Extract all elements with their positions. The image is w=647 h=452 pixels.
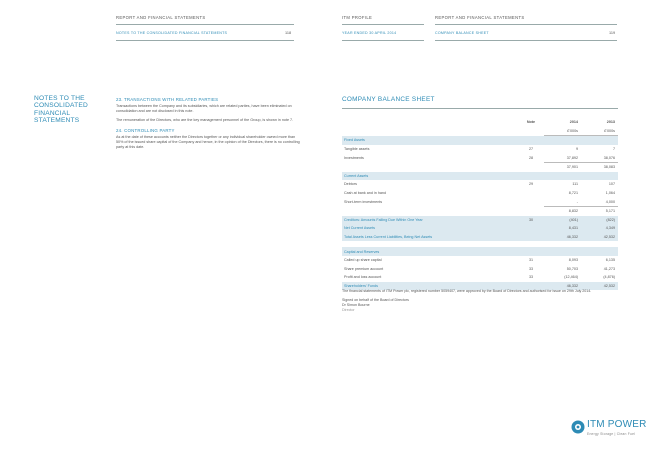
- row-value-2014: 8,093: [568, 258, 578, 263]
- row-value-2014: 46,332: [544, 282, 581, 291]
- row-label: [342, 162, 518, 171]
- row-value-2014: 46,332: [544, 233, 581, 242]
- row-label: Debtors: [344, 182, 357, 187]
- row-value-2013: 1,064: [605, 191, 615, 196]
- right-header-rule-bottom-a: [342, 40, 424, 41]
- section-24-heading: 24. CONTROLLING PARTY: [116, 127, 175, 133]
- section-23-paragraph-2: The remuneration of the Directors, who are the key management personnel of the Group, is shown in note 7.: [116, 118, 294, 123]
- row-value-2013: 4,349: [581, 224, 618, 233]
- row-note: [518, 197, 544, 206]
- table-section-row: [342, 136, 618, 145]
- row-note: 30: [518, 216, 544, 225]
- unit-2014: £'000s: [544, 127, 581, 136]
- table-section-row: [342, 224, 618, 233]
- table-section-row: [342, 216, 618, 225]
- row-note: 29: [528, 182, 534, 187]
- left-header-rule-top: [116, 24, 294, 25]
- balance-sheet-title-rule: [342, 108, 618, 109]
- table-header-row: [342, 118, 618, 127]
- row-value-2013: [581, 172, 618, 181]
- row-value-2014: 9: [575, 147, 578, 152]
- row-note: [518, 233, 544, 242]
- side-title: [34, 95, 114, 125]
- table-units-row: [342, 127, 618, 136]
- row-value-2014: 8,832: [544, 206, 581, 215]
- row-value-2013: [581, 136, 618, 145]
- row-value-2014: 8,721: [568, 191, 578, 196]
- signatory-role: Director: [342, 308, 355, 313]
- table-subtotal-row: [342, 162, 618, 171]
- table-section-row: [342, 247, 618, 256]
- row-value-2014: 37,892: [566, 155, 578, 160]
- row-note: 33: [528, 266, 534, 271]
- row-value-2013: 38,076: [603, 155, 615, 160]
- row-label: Creditors: Amounts Falling Due Within One Year: [342, 216, 518, 225]
- row-note: [518, 224, 544, 233]
- approval-note: The financial statements of ITM Power plc, registered number 5059407, were approved by the Board of Directors and authorised for issue on 29th July 2014.: [342, 289, 592, 293]
- row-value-2013: 38,083: [581, 162, 618, 171]
- table-row: [342, 256, 618, 265]
- row-label: Net Current Assets: [342, 224, 518, 233]
- row-label: Tangible assets: [344, 147, 370, 152]
- right-header-left-subtitle: YEAR ENDED 30 APRIL 2014: [342, 31, 397, 35]
- side-title-line-3: FINANCIAL STATEMENTS: [34, 109, 80, 125]
- row-note: 28: [528, 155, 534, 160]
- row-value-2013: 5,171: [581, 206, 618, 215]
- row-value-2013: [581, 247, 618, 256]
- signatory-name: Dr Simon Bourne: [342, 303, 370, 308]
- table-subtotal-row: [342, 206, 618, 215]
- unit-2013: £'000s: [581, 127, 618, 136]
- row-value-2014: (12,464): [564, 275, 578, 280]
- balance-sheet-title: COMPANY BALANCE SHEET: [342, 96, 435, 103]
- row-value-2014: [544, 136, 581, 145]
- right-header-rule-top-a: [342, 24, 424, 25]
- row-note: [518, 136, 544, 145]
- table-row: [342, 180, 618, 189]
- row-value-2014: [544, 247, 581, 256]
- row-label: Called up share capital: [344, 258, 382, 263]
- row-label: Investments: [344, 155, 364, 160]
- table-row: [342, 145, 618, 154]
- signed-statement: Signed on behalf of the Board of Directors: [342, 298, 409, 303]
- row-value-2013: 107: [608, 182, 615, 187]
- row-value-2013: 42,532: [581, 233, 618, 242]
- logo-tagline: Energy Storage | Clean Fuel: [587, 432, 636, 436]
- row-note: 31: [528, 258, 534, 263]
- logo-text: ITM POWER: [587, 419, 647, 430]
- row-value-2014: (401): [544, 216, 581, 225]
- row-label: [342, 206, 518, 215]
- row-value-2014: 37,901: [544, 162, 581, 171]
- itm-logo-icon: [571, 420, 585, 439]
- left-header-rule-bottom: [116, 40, 294, 41]
- row-value-2013: (822): [581, 216, 618, 225]
- row-value-2014: 50,703: [566, 266, 578, 271]
- side-title-line-1: NOTES TO THE: [34, 95, 85, 102]
- column-2013-header: 2013: [606, 120, 615, 125]
- balance-sheet-footnotes: [342, 289, 618, 313]
- section-23-paragraph-1: Transactions between the Company and its subsidiaries, which are related parties, have been eliminated on consolidation and are not disclosed in this note.: [116, 104, 292, 114]
- balance-sheet-table: [342, 118, 618, 290]
- row-label: Share premium account: [344, 266, 384, 271]
- row-note: 27: [528, 147, 534, 152]
- row-value-2013: (4,876): [603, 275, 615, 280]
- table-section-row: [342, 172, 618, 181]
- row-label: Shareholders' Funds: [342, 282, 518, 291]
- row-note: [518, 189, 544, 198]
- row-label: Fixed Assets: [342, 136, 518, 145]
- row-value-2014: -: [576, 199, 578, 204]
- section-23-heading: 23. TRANSACTIONS WITH RELATED PARTIES: [116, 97, 219, 102]
- table-row: [342, 265, 618, 274]
- column-note-header: Note: [526, 120, 536, 125]
- table-row: [342, 153, 618, 162]
- row-value-2013: 4,000: [605, 199, 615, 204]
- right-page-number: 119: [609, 31, 616, 35]
- section-24-paragraph-1: As at the date of these accounts neither the Directors together or any individual shareholder owned more than 50% of the issued share capital of the Company and hence, in the opinion of the Directors, there is no controlling party at this date.: [116, 134, 300, 150]
- row-value-2013: 41,273: [603, 266, 615, 271]
- right-header-left-title: ITM PROFILE: [342, 15, 373, 20]
- table-row: [342, 273, 618, 282]
- right-header-rule-top-b: [435, 24, 617, 25]
- notes-body: [116, 97, 300, 150]
- table-row: [342, 197, 618, 206]
- row-value-2013: 6,135: [605, 258, 615, 263]
- row-value-2013: 7: [612, 147, 615, 152]
- left-page-number: 118: [285, 31, 292, 35]
- row-label: Total Assets Less Current Liabilities, Being Net Assets: [342, 233, 518, 242]
- column-2014-header: 2014: [569, 120, 578, 125]
- row-label: Capital and Reserves: [342, 247, 518, 256]
- row-value-2014: 8,431: [544, 224, 581, 233]
- right-header-rule-bottom-b: [435, 40, 617, 41]
- row-note: [518, 172, 544, 181]
- row-label: Profit and loss account: [344, 275, 382, 280]
- right-header-right-title: REPORT AND FINANCIAL STATEMENTS: [435, 15, 525, 20]
- row-note: [518, 247, 544, 256]
- table-section-row: [342, 233, 618, 242]
- table-row: [342, 189, 618, 198]
- row-label: Current Assets: [342, 172, 518, 181]
- right-header-right-subtitle: COMPANY BALANCE SHEET: [435, 31, 489, 35]
- side-title-line-2: CONSOLIDATED: [34, 102, 88, 110]
- row-label: Cash at bank and in hand: [344, 191, 387, 196]
- row-note: [518, 206, 544, 215]
- row-value-2013: 42,532: [581, 282, 618, 291]
- row-note: 33: [528, 275, 534, 280]
- left-header-title: REPORT AND FINANCIAL STATEMENTS: [116, 15, 206, 20]
- left-header-subtitle: NOTES TO THE CONSOLIDATED FINANCIAL STATEMENTS: [116, 31, 228, 35]
- row-value-2014: 111: [572, 182, 578, 187]
- row-label: Short-term investments: [344, 199, 383, 204]
- row-value-2014: [544, 172, 581, 181]
- row-note: [518, 162, 544, 171]
